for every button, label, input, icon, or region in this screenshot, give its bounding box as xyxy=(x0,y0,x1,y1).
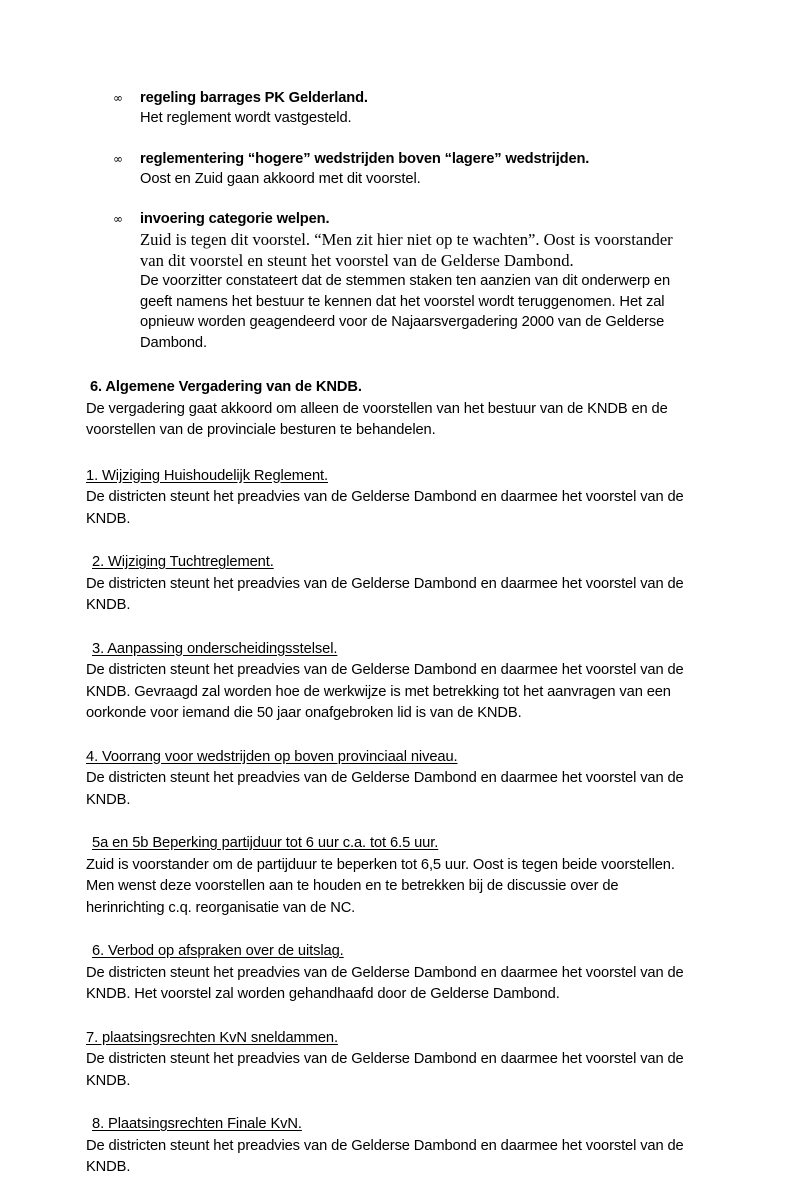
bullet-item-invoering-categorie-welpen xyxy=(86,209,688,353)
bullet-item-regeling-barrages xyxy=(86,88,688,129)
bullet-row xyxy=(86,149,688,169)
agenda-item-title-text: 1. Wijziging Huishoudelijk Reglement. xyxy=(86,467,329,484)
agenda-item-title xyxy=(86,1114,688,1136)
bullet-title: invoering categorie welpen. xyxy=(140,211,330,227)
infinity-bullet-icon: ∞ xyxy=(113,151,123,166)
document-content xyxy=(86,88,688,1201)
agenda-item-8 xyxy=(86,1114,688,1179)
agenda-item-body: Zuid is voorstander om de partijduur te beperken tot 6,5 uur. Oost is tegen beide voorstellen. Men wenst deze voorstellen aan te houden en te betrekken bij de discussie over de herinrichting c.q. reorganisatie van de NC. xyxy=(86,856,675,916)
agenda-item-4 xyxy=(86,747,688,812)
agenda-item-6 xyxy=(86,941,688,1006)
bullet-title: regeling barrages PK Gelderland. xyxy=(140,90,368,106)
agenda-item-body: De districten steunt het preadvies van de Gelderse Dambond en daarmee het voorstel van de KNDB. xyxy=(86,770,684,808)
agenda-item-title-text: 7. plaatsingsrechten KvN sneldammen. xyxy=(86,1029,338,1046)
agenda-item-title xyxy=(86,1028,688,1050)
bullet-row xyxy=(86,209,688,229)
agenda-item-body: De districten steunt het preadvies van de Gelderse Dambond en daarmee het voorstel van de KNDB. xyxy=(86,489,684,527)
bullet-body: Het reglement wordt vastgesteld. xyxy=(140,110,352,126)
section-algemene-vergadering xyxy=(86,377,688,442)
agenda-item-title-text: 8. Plaatsingsrechten Finale KvN. xyxy=(92,1116,302,1132)
agenda-item-1 xyxy=(86,466,688,531)
agenda-item-title xyxy=(86,552,688,574)
agenda-item-7 xyxy=(86,1028,688,1093)
bullet-body: Oost en Zuid gaan akkoord met dit voorstel. xyxy=(140,170,421,187)
agenda-item-title-text: 4. Voorrang voor wedstrijden op boven provinciaal niveau. xyxy=(86,748,458,765)
agenda-item-body: De districten steunt het preadvies van de Gelderse Dambond en daarmee het voorstel van de KNDB. Het voorstel zal worden gehandhaafd door de Gelderse Dambond. xyxy=(86,964,684,1002)
agenda-item-title xyxy=(86,466,688,488)
bullet-row xyxy=(86,88,688,108)
agenda-item-title-text: 2. Wijziging Tuchtreglement. xyxy=(92,554,274,570)
bullet-title: reglementering “hogere” wedstrijden boven “lagere” wedstrijden. xyxy=(140,150,590,167)
agenda-item-title-text: 3. Aanpassing onderscheidingsstelsel. xyxy=(92,640,338,657)
agenda-item-title xyxy=(86,639,688,661)
agenda-item-title xyxy=(86,747,688,769)
agenda-item-title xyxy=(86,833,688,855)
infinity-bullet-icon: ∞ xyxy=(113,91,123,105)
agenda-item-3 xyxy=(86,639,688,725)
bullet-body-serif: Zuid is tegen dit voorstel. “Men zit hier niet op te wachten”. Oost is voorstander van dit voorstel en steunt het voorstel van de Gelderse Dambond. xyxy=(140,230,673,270)
section-body: De vergadering gaat akkoord om alleen de voorstellen van het bestuur van de KNDB en de voorstellen van de provinciale besturen te behandelen. xyxy=(86,400,668,438)
agenda-item-body: De districten steunt het preadvies van de Gelderse Dambond en daarmee het voorstel van de KNDB. xyxy=(86,575,684,613)
agenda-item-5 xyxy=(86,833,688,919)
agenda-item-2 xyxy=(86,552,688,617)
agenda-item-title-text: 5a en 5b Beperking partijduur tot 6 uur c.a. tot 6.5 uur. xyxy=(92,835,439,851)
agenda-item-title-text: 6. Verbod op afspraken over de uitslag. xyxy=(92,943,344,959)
bullet-item-reglementering-hogere-wedstrijden xyxy=(86,149,688,190)
agenda-item-body: De districten steunt het preadvies van de Gelderse Dambond en daarmee het voorstel van de KNDB. Gevraagd zal worden hoe de werkwijze is met betrekking tot het aanvragen van een oorkonde voor iemand die 50 jaar onafgebroken lid is van de KNDB. xyxy=(86,662,684,721)
agenda-item-body: De districten steunt het preadvies van de Gelderse Dambond en daarmee het voorstel van de KNDB. xyxy=(86,1051,684,1089)
agenda-item-body: De districten steunt het preadvies van de Gelderse Dambond en daarmee het voorstel van de KNDB. xyxy=(86,1137,684,1175)
section-heading: 6. Algemene Vergadering van de KNDB. xyxy=(90,379,362,395)
agenda-item-title xyxy=(86,941,688,963)
infinity-bullet-icon: ∞ xyxy=(113,212,123,226)
bullet-body-sans: De voorzitter constateert dat de stemmen staken ten aanzien van dit onderwerp en geeft namens het bestuur te kennen dat het voorstel wordt teruggenomen. Het zal opnieuw worden geagendeerd voor de Najaarsvergadering 2000 van de Gelderse Dambond. xyxy=(140,273,671,351)
